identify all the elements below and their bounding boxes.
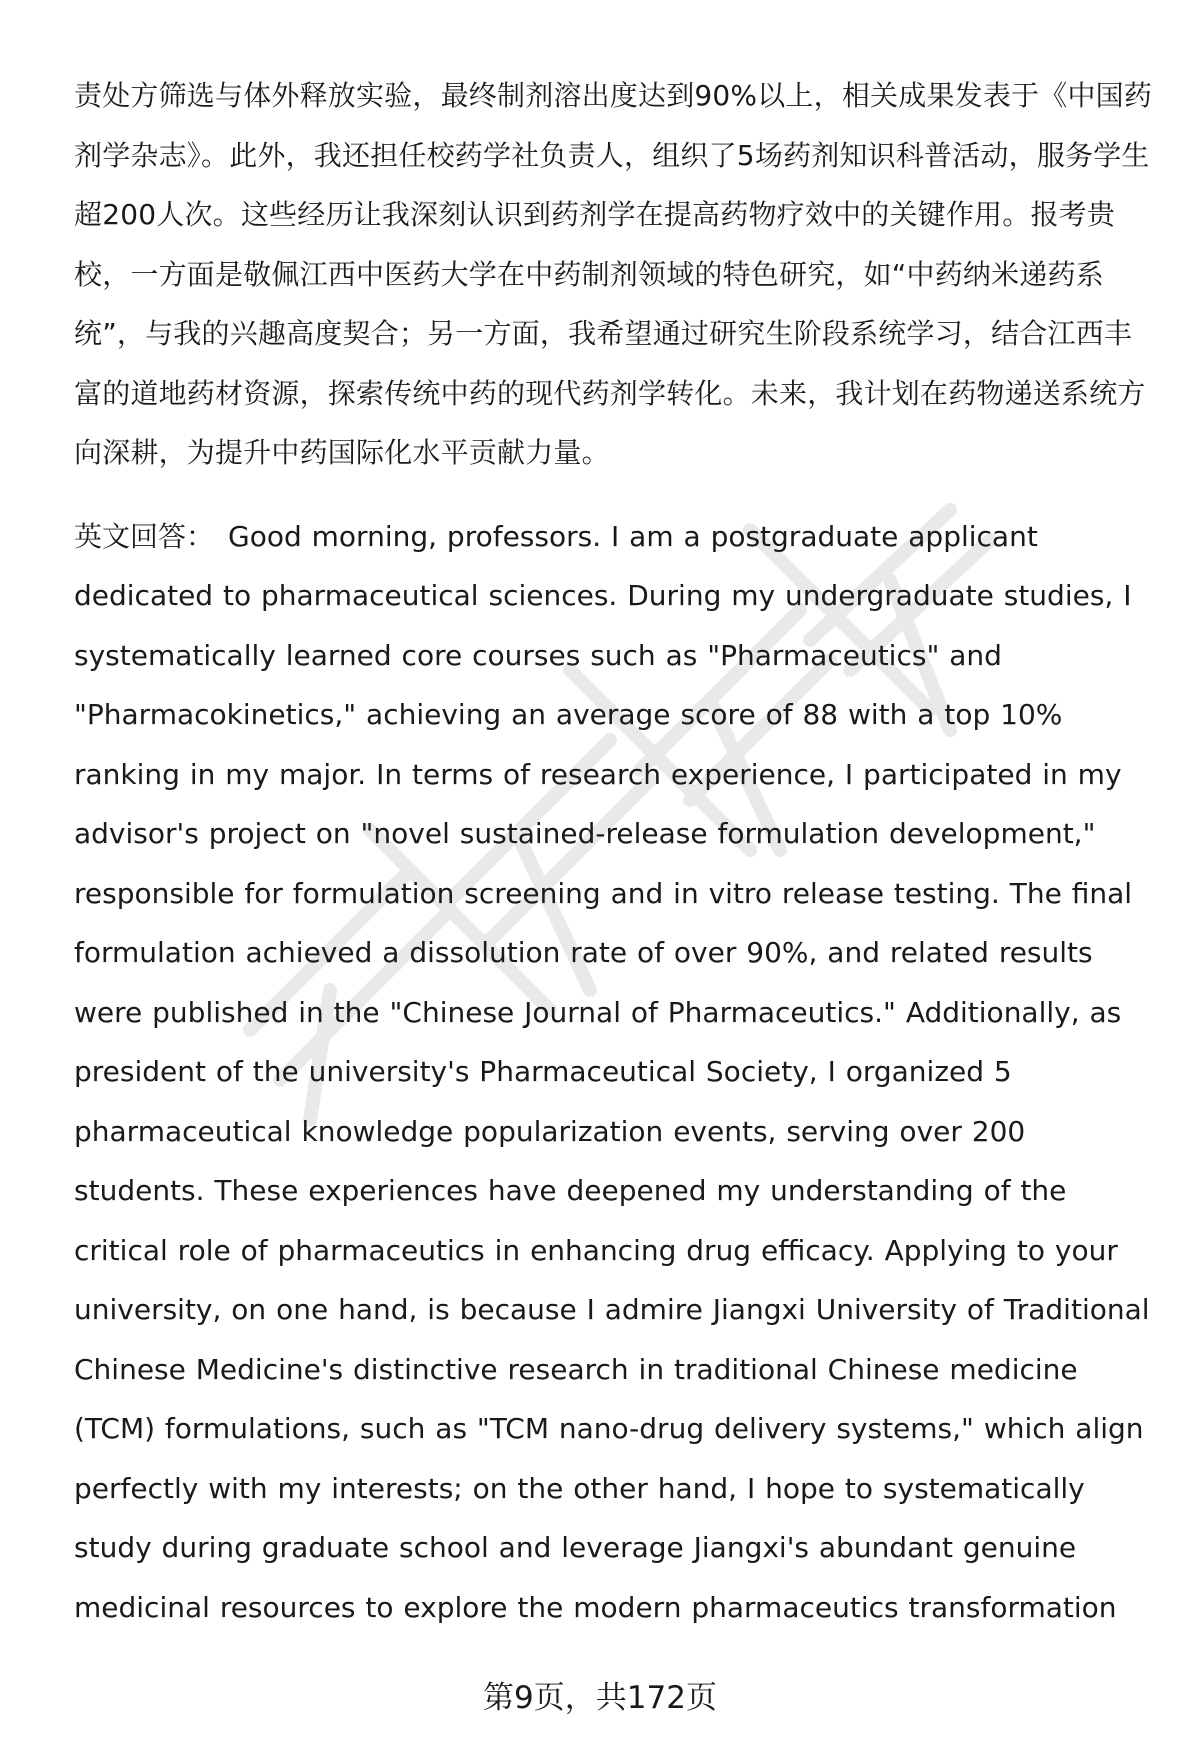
page-number: 第9页，共172页 xyxy=(483,1680,717,1716)
paragraph-chinese: 责处方筛选与体外释放实验，最终制剂溶出度达到90%以上，相关成果发表于《中国药剂学杂志》。此外，我还担任校药学社负责人，组织了5场药剂知识科普活动，服务学生超200人次。这些经历让我深刻认识到药剂学在提高药物疗效中的关键作用。报考贵校，一方面是敬佩江西中医药大学在中药制剂领域的特色研究，如“中药纳米递药系统”，与我的兴趣高度契合；另一方面，我希望通过研究生阶段系统学习，结合江西丰富的道地药材资源，探索传统中药的现代药剂学转化。未来，我计划在药物递送系统方向深耕，为提升中药国际化水平贡献力量。 xyxy=(74,79,1153,469)
english-answer-label: 英文回答： xyxy=(74,519,215,553)
english-answer-text: Good morning, professors. I am a postgraduate applicant dedicated to pharmaceutical sciences. During my undergraduate studies, I systematically learned core courses such as "Pharmaceutics" and "Pharmacokinetics," achieving an average score of 88 with a top 10% ranking in my major. In terms of research experience, I participated in my advisor's project on "novel sustained-release formulation development," responsible for formulation screening and in vitro release testing. The final formulation achieved a dissolution rate of over 90%, and related results were published in the "Chinese Journal of Pharmaceutics." Additionally, as president of the university's Pharmaceutical Society, I organized 5 pharmaceutical knowledge popularization events, serving over 200 students. These experiences have deepened my understanding of the critical role of pharmaceutics in enhancing drug efficacy. Applying to your university, on one hand, is because I admire Jiangxi University of Traditional Chinese Medicine's distinctive research in traditional Chinese medicine (TCM) formulations, such as "TCM nano-drug delivery systems," which align perfectly with my interests; on the other hand, I hope to systematically study during graduate school and leverage Jiangxi's abundant genuine medicinal resources to explore the modern pharmaceutics transformation xyxy=(74,519,1150,1624)
paragraph-english xyxy=(74,507,1154,1638)
page-footer xyxy=(0,1672,1200,1717)
main-content xyxy=(74,66,1154,1637)
